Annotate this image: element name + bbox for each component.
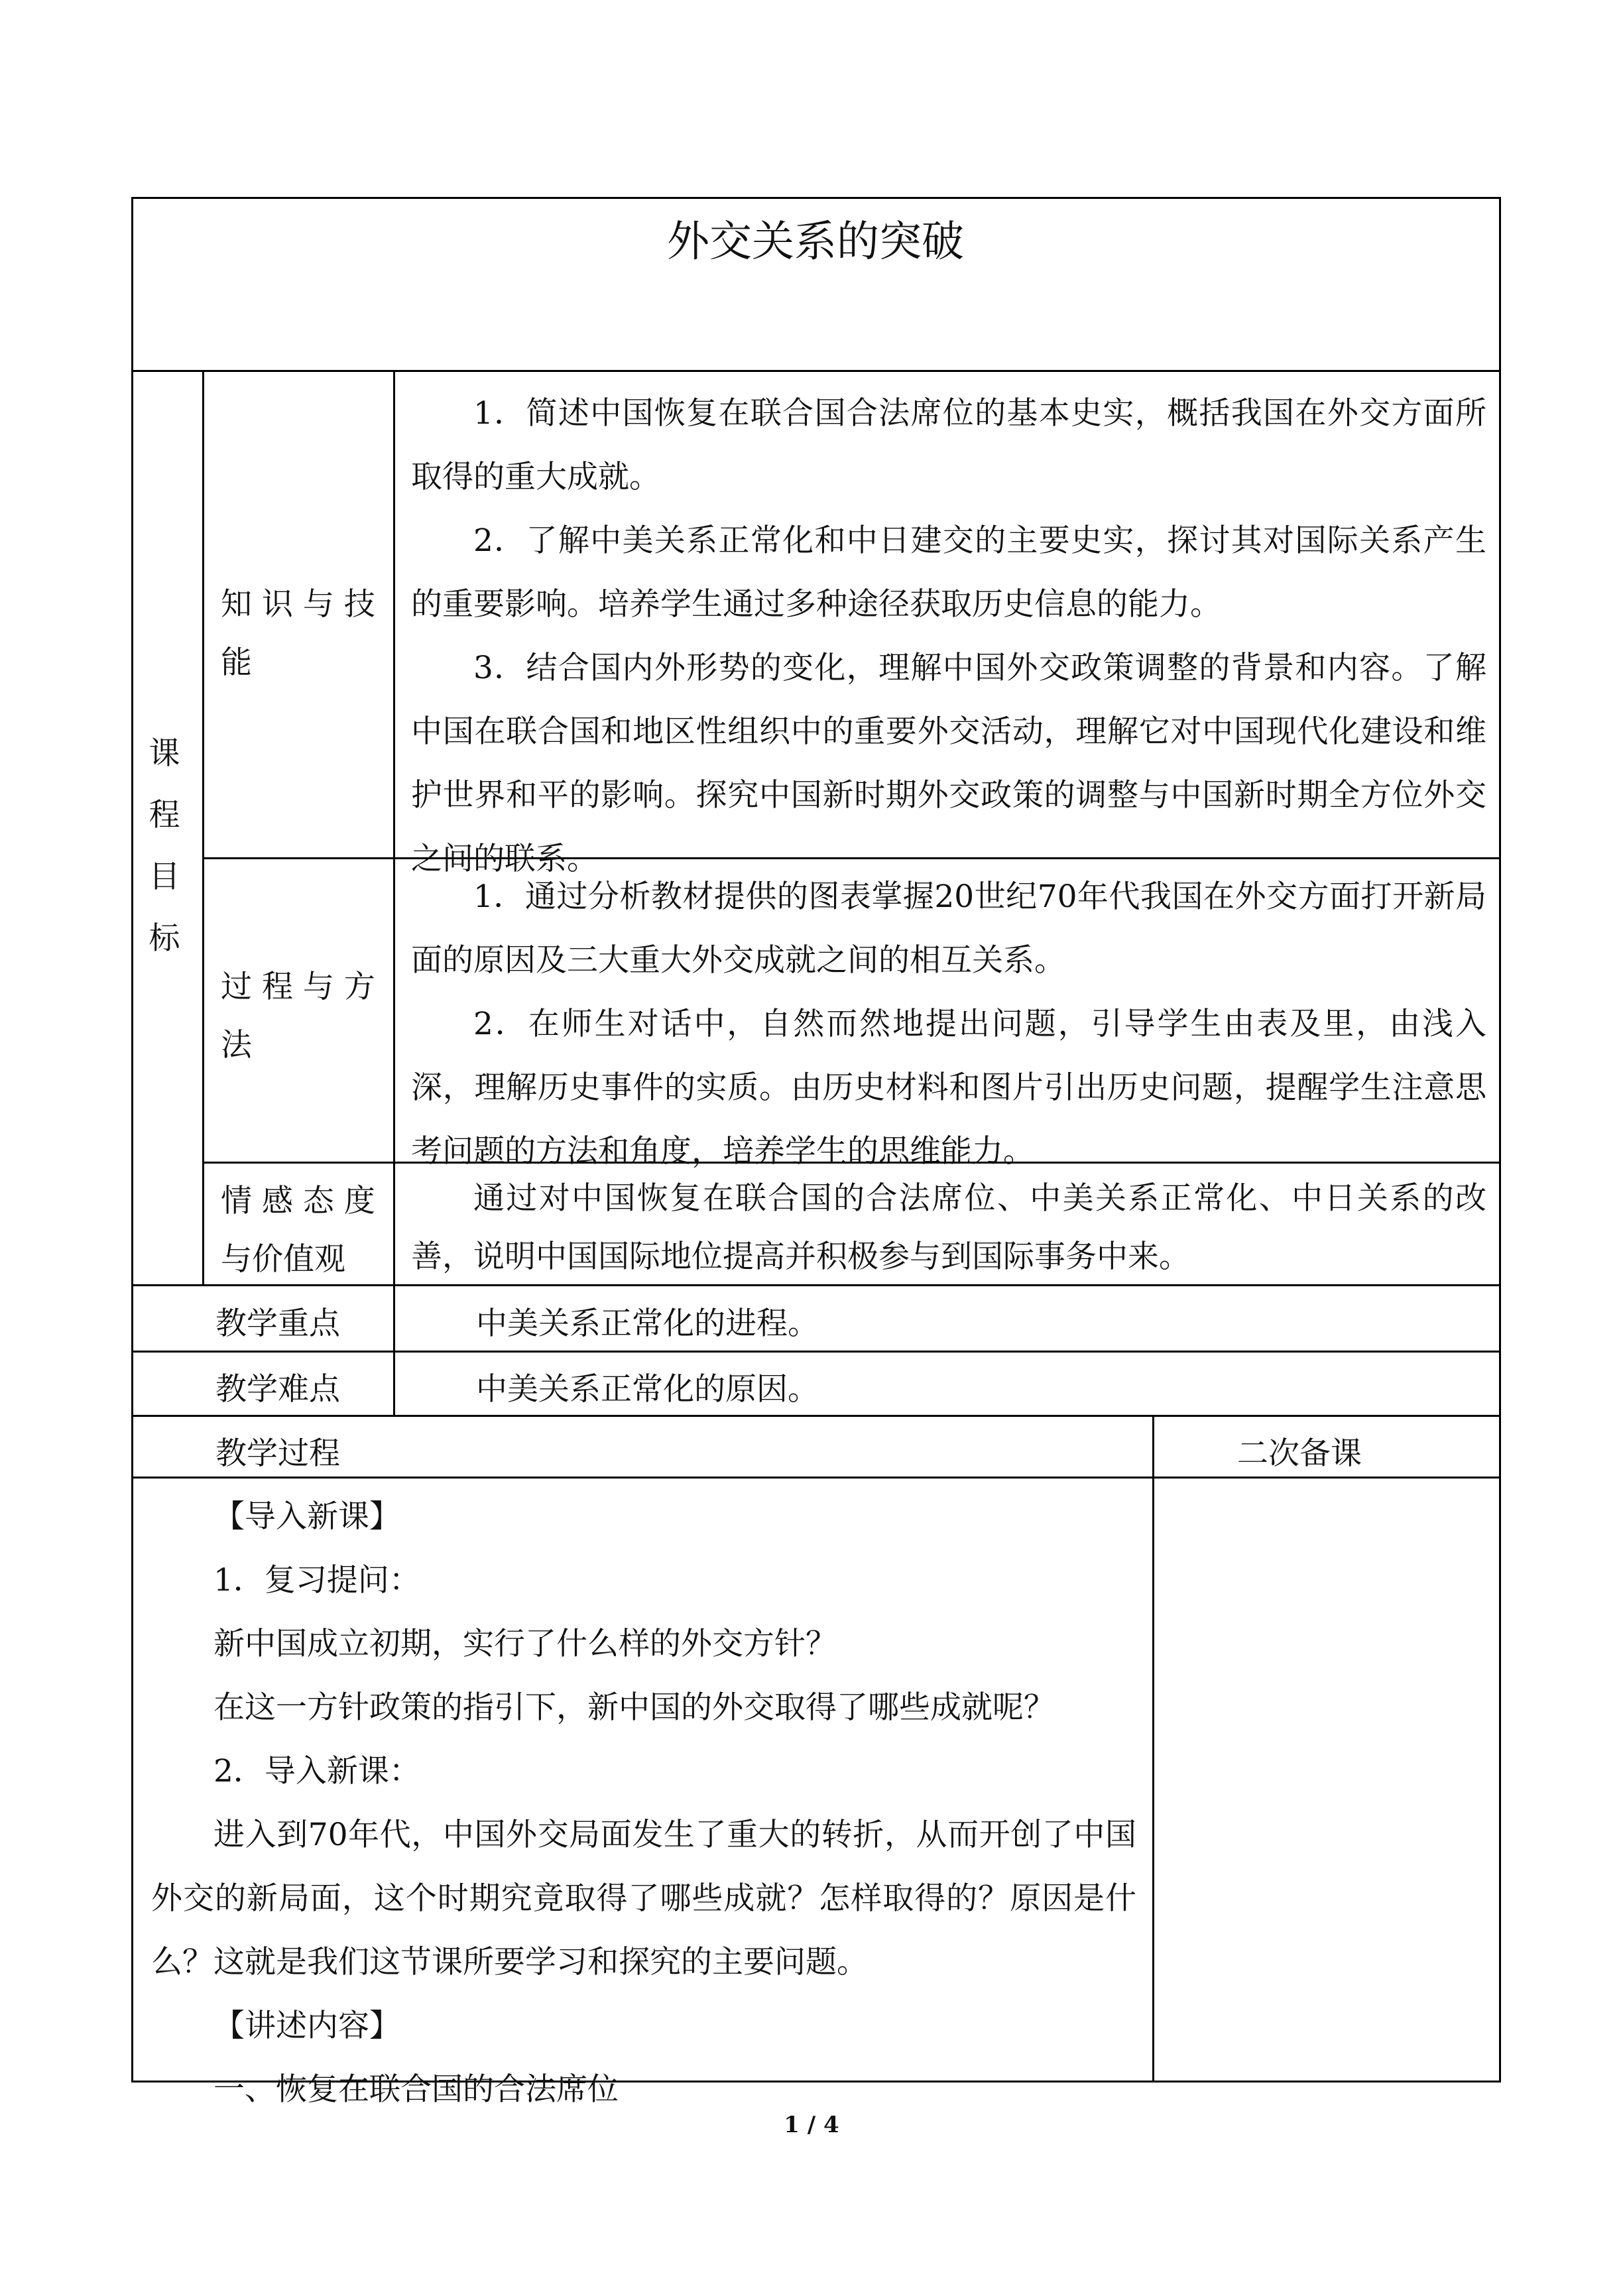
- teaching-process-header: 教学过程: [215, 1435, 340, 1472]
- knowledge-paragraph: 3．结合国内外形势的变化，理解中国外交政策调整的背景和内容。了解中国在联合国和地区性组织中的重要外交活动，理解它对中国现代化建设和维护世界和平的影响。探究中国新时期外交政策的调整与中国新时期全方位外交之间的联系。: [411, 650, 1486, 877]
- content-line: 【讲述内容】: [213, 2008, 400, 2044]
- emotion-paragraph: 通过对中国恢复在联合国的合法席位、中美关系正常化、中日关系的改善，说明中国国际地位提高并积极参与到国际事务中来。: [411, 1180, 1486, 1275]
- second-preparation-header: 二次备课: [1237, 1435, 1362, 1472]
- key-point-value: 中美关系正常化的进程。: [476, 1305, 819, 1342]
- table-col-divider: [202, 370, 204, 1286]
- emotion-values-label: 情 感 态 度 与价值观: [221, 1183, 375, 1278]
- table-row-divider: [131, 1351, 1501, 1353]
- teaching-content: [151, 1485, 1136, 2122]
- table-col-divider: [393, 370, 395, 1417]
- page-number: 1 / 4: [784, 2112, 839, 2138]
- knowledge-content: [411, 382, 1486, 891]
- content-line: 1．复习提问：: [213, 1562, 420, 1599]
- process-paragraph: 1．通过分析教材提供的图表掌握20世纪70年代我国在外交方面打开新局面的原因及三大重大外交成就之间的相互关系。: [411, 878, 1486, 979]
- content-line: 2．导入新课：: [213, 1753, 420, 1789]
- table-border-left: [131, 197, 133, 2083]
- table-border-right: [1499, 197, 1501, 2083]
- key-point-label: 教学重点: [215, 1305, 340, 1342]
- table-col-divider: [1152, 1415, 1154, 2082]
- table-row-divider: [131, 370, 1501, 372]
- table-border-top: [131, 197, 1501, 199]
- content-line: 在这一方针政策的指引下，新中国的外交取得了哪些成就呢？: [213, 1689, 1055, 1726]
- objectives-category-label: 课 程 目 标: [149, 735, 180, 957]
- difficulty-label: 教学难点: [215, 1371, 340, 1408]
- emotion-values-content: [411, 1170, 1486, 1286]
- process-method-content: [411, 865, 1486, 1183]
- knowledge-label: 知 识 与 技 能: [221, 586, 375, 681]
- content-line: 【导入新课】: [213, 1498, 400, 1535]
- knowledge-paragraph: 1．简述中国恢复在联合国合法席位的基本史实，概括我国在外交方面所取得的重大成就。: [411, 395, 1486, 495]
- content-line: 一、恢复在联合国的合法席位: [213, 2071, 619, 2108]
- difficulty-value: 中美关系正常化的原因。: [476, 1371, 819, 1408]
- knowledge-paragraph: 2．了解中美关系正常化和中日建交的主要史实，探讨其对国际关系产生的重要影响。培养学生通过多种途径获取历史信息的能力。: [411, 522, 1486, 623]
- process-method-label: 过 程 与 方 法: [221, 969, 375, 1063]
- process-paragraph: 2．在师生对话中，自然而然地提出问题，引导学生由表及里，由浅入深，理解历史事件的实质。由历史材料和图片引出历史问题，提醒学生注意思考问题的方法和角度，培养学生的思维能力。: [411, 1006, 1486, 1170]
- page-title: 外交关系的突破: [667, 217, 964, 267]
- table-row-divider: [131, 1415, 1501, 1417]
- content-line: 进入到70年代，中国外交局面发生了重大的转折，从而开创了中国外交的新局面，这个时期究竟取得了哪些成就？怎样取得的？原因是什么？这就是我们这节课所要学习和探究的主要问题。: [151, 1817, 1136, 1980]
- content-line: 新中国成立初期，实行了什么样的外交方针？: [213, 1626, 837, 1662]
- table-row-divider: [131, 1477, 1501, 1479]
